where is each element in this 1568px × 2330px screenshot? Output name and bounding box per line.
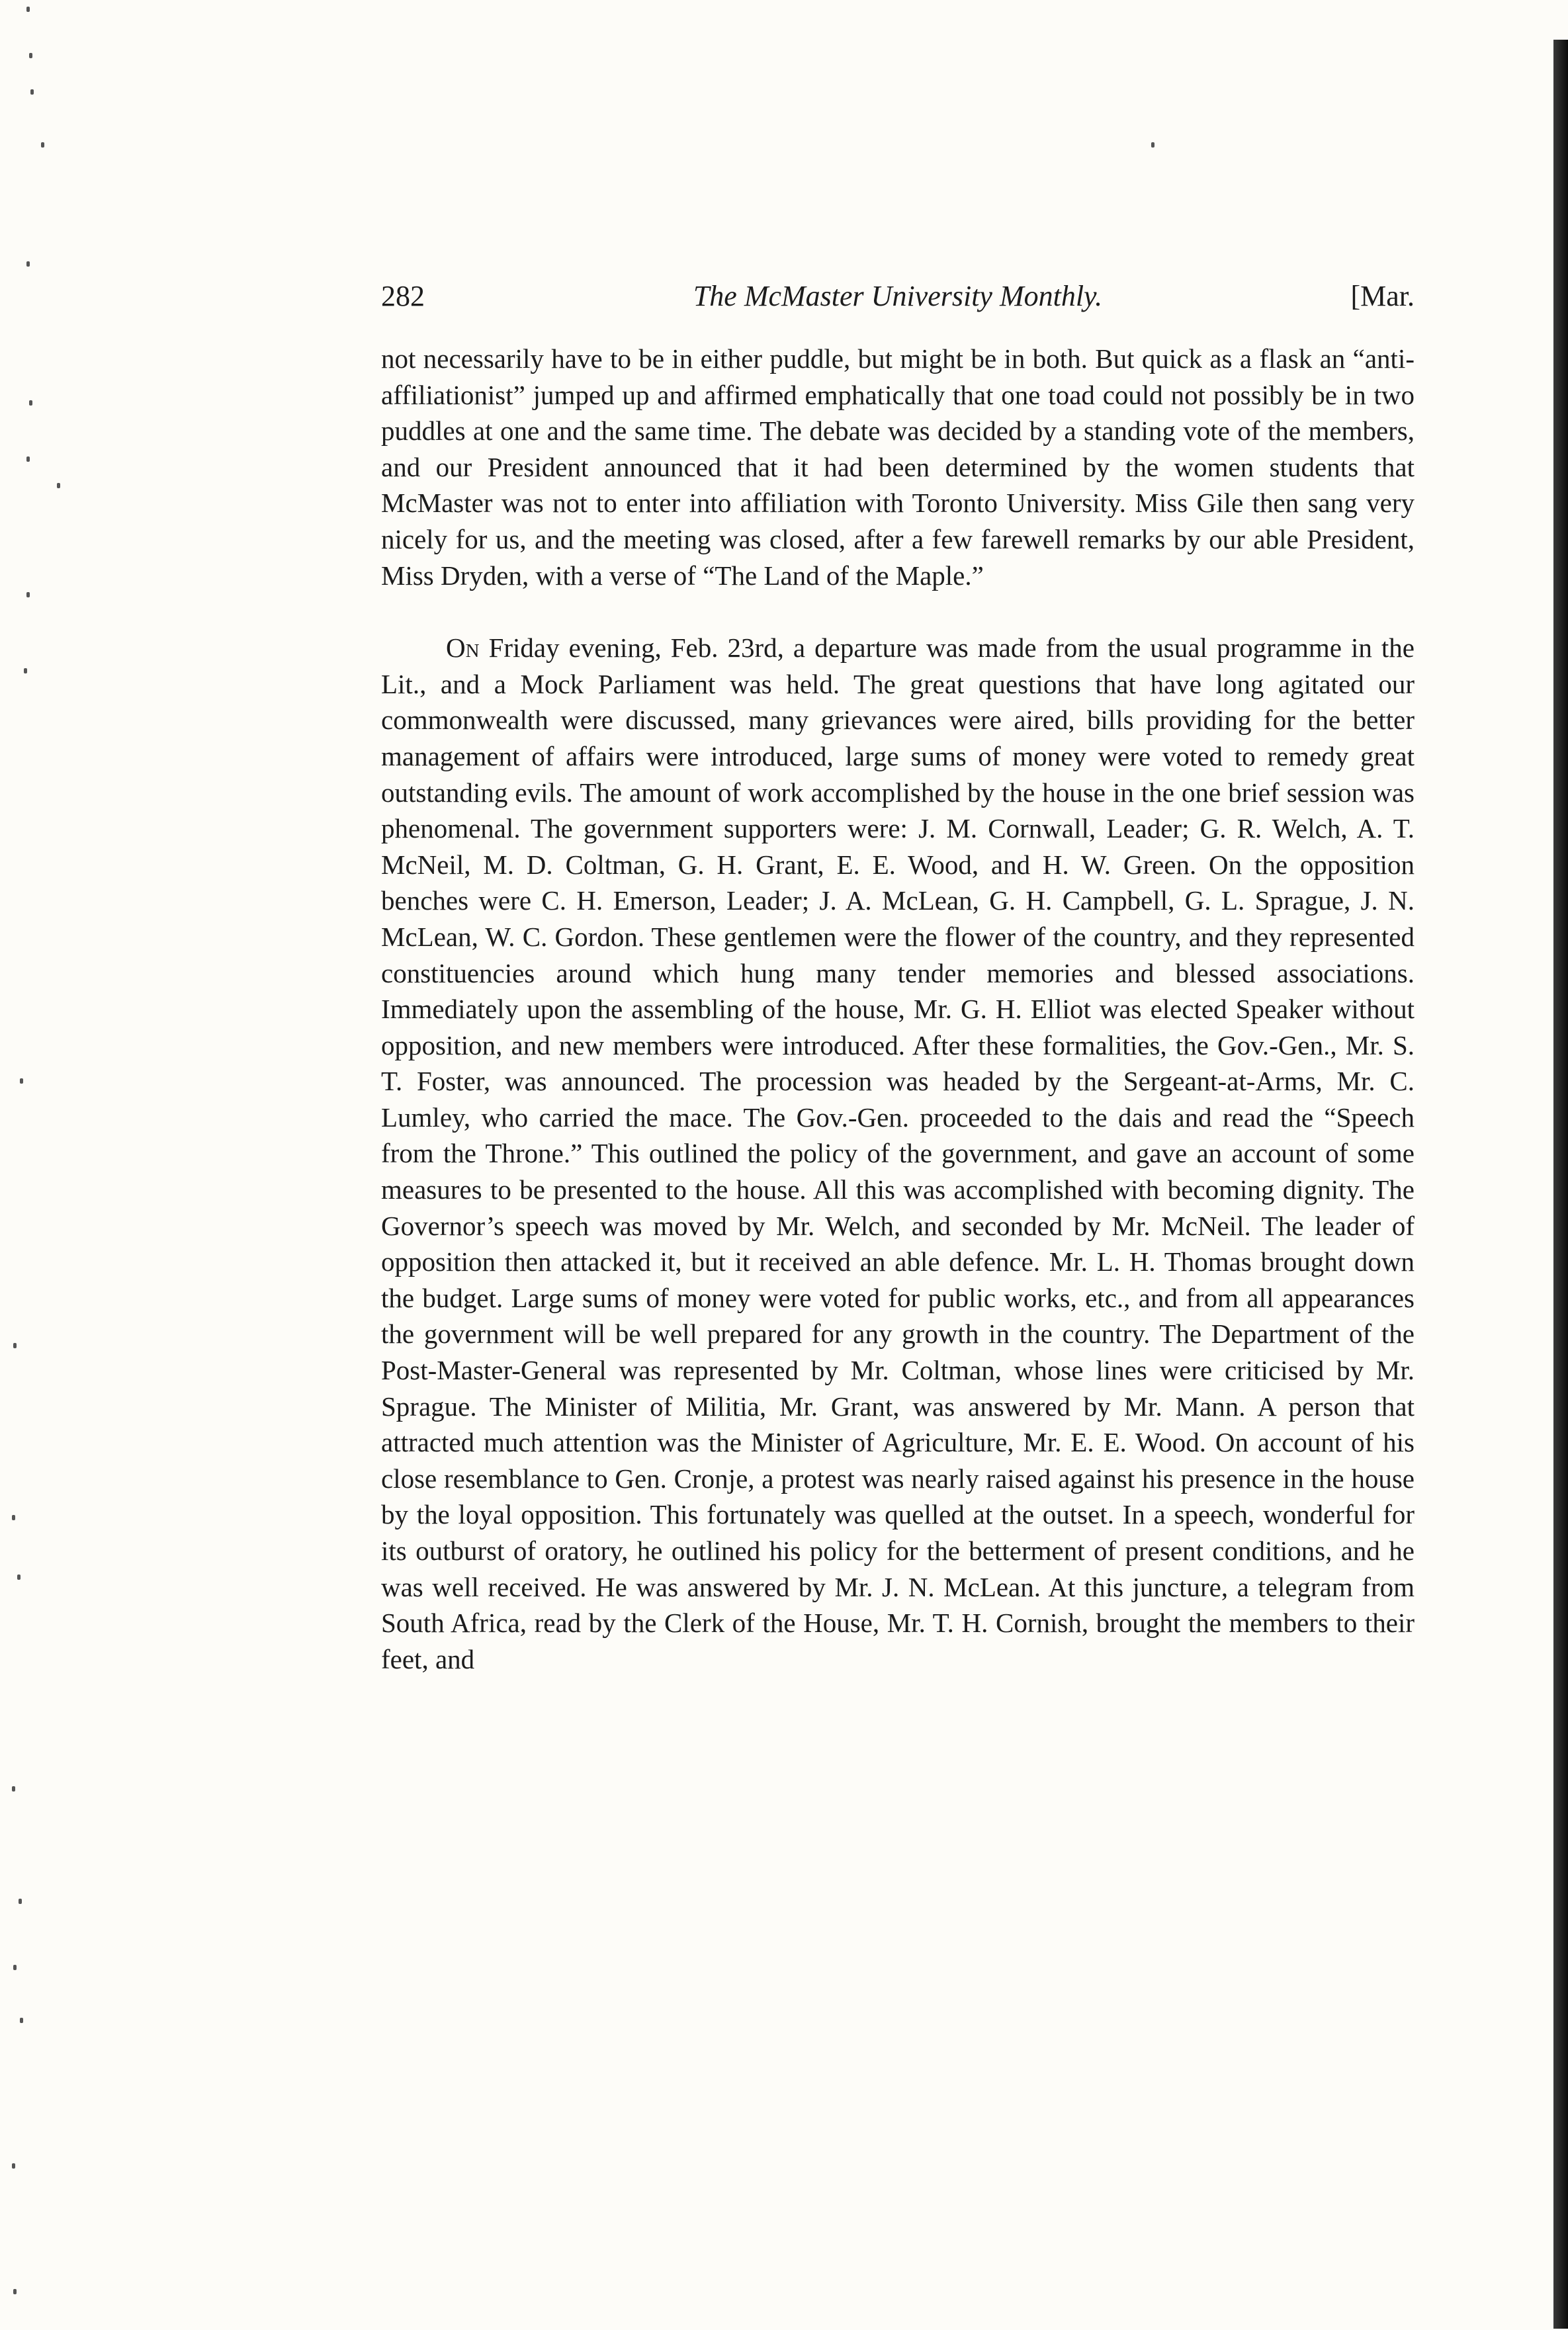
page-number: 282 [381,280,425,312]
running-date: [Mar. [1350,280,1415,312]
paragraph-1: not necessarily have to be in either puddle, but might be in both. But quick as a flask an “anti-affiliationist” jumped up and affirmed emphatically that one toad could not possibly be in two puddles at one and the same time. The debate was decided by a standing vote of the members, and our President announced that it had been determined by the women students that McMaster was not to enter into affiliation with Toronto University. Miss Gile then sang very nicely for us, and the meeting was closed, after a few farewell remarks by our able President, Miss Dryden, with a verse of “The Land of the Maple.” [381,343,1415,591]
speck [13,1965,17,1970]
running-title: The McMaster University Monthly. [693,280,1103,312]
paragraph-2-lead: On [446,632,480,664]
speck [57,483,60,488]
speck [13,1343,17,1348]
speck [24,668,27,673]
speck [26,7,30,12]
speck [12,1786,15,1791]
speck [26,261,30,267]
speck [12,2163,15,2169]
page-edge-shadow [1553,40,1568,2329]
speck [12,1515,15,1520]
paragraph-2-body: Friday evening, Feb. 23rd, a departure was made from the usual programme in the Lit., and a Mock Parliament was held. The great questions that have long agitated our commonwealth were discussed, many grievances were aired, bills providing for the better management of affairs were introduced, large sums of money were voted to remedy great outstanding evils. The amount of work accomplished by the house in the one brief session was phenomenal. The government supporters were: J. M. Cornwall, Leader; G. R. Welch, A. T. McNeil, M. D. Coltman, G. H. Grant, E. E. Wood, and H. W. Green. On the opposition benches were C. H. Emerson, Leader; J. A. McLean, G. H. Campbell, G. L. Sprague, J. N. McLean, W. C. Gordon. These gentlemen were the flower of the country, and they represented constituencies around which hung many tender memories and blessed associations. Immediately upon the assembling of the house, Mr. G. H. Elliot was elected Speaker without opposition, and new members were introduced. After these formalities, the Gov.-Gen., Mr. S. T. Foster, was announced. The procession was headed by the Sergeant-at-Arms, Mr. C. Lumley, who carried the mace. The Gov.-Gen. proceeded to the dais and read the “Speech from the Throne.” This outlined the policy of the government, and gave an account of some measures to be presented to the house. All this was accomplished with becoming dignity. The Governor’s speech was moved by Mr. Welch, and seconded by Mr. McNeil. The leader of opposition then attacked it, but it received an able defence. Mr. L. H. Thomas brought down the budget. Large sums of money were voted for public works, etc., and from all appearances the government will be well prepared for any growth in the country. The Department of the Post-Master-General was represented by Mr. Coltman, whose lines were criticised by Mr. Sprague. The Minister of Militia, Mr. Grant, was answered by Mr. Mann. A person that attracted much attention was the Minister of Agriculture, Mr. E. E. Wood. On account of his close resemblance to Gen. Cronje, a protest was nearly raised against his presence in the house by the loyal opposition. This fortunately was quelled at the outset. In a speech, wonderful for its outburst of oratory, he outlined his policy for the betterment of present conditions, and he was well received. He was answered by Mr. J. N. McLean. At this juncture, a telegram from South Africa, read by the Clerk of the House, Mr. T. H. Cornish, brought the members to their feet, and [381,632,1415,1674]
speck [13,2289,17,2294]
speck [29,53,32,58]
margin-specks [0,0,79,2330]
speck [20,1078,23,1084]
speck [41,142,44,148]
paragraph-2 [381,630,1415,1677]
speck [1151,142,1154,148]
speck [26,456,30,462]
running-header [381,270,1415,323]
speck [19,1899,22,1904]
speck [30,89,34,95]
speck [17,1575,21,1580]
article-body [381,341,1415,1677]
speck [20,2018,23,2023]
speck [29,400,32,406]
speck [26,592,30,597]
